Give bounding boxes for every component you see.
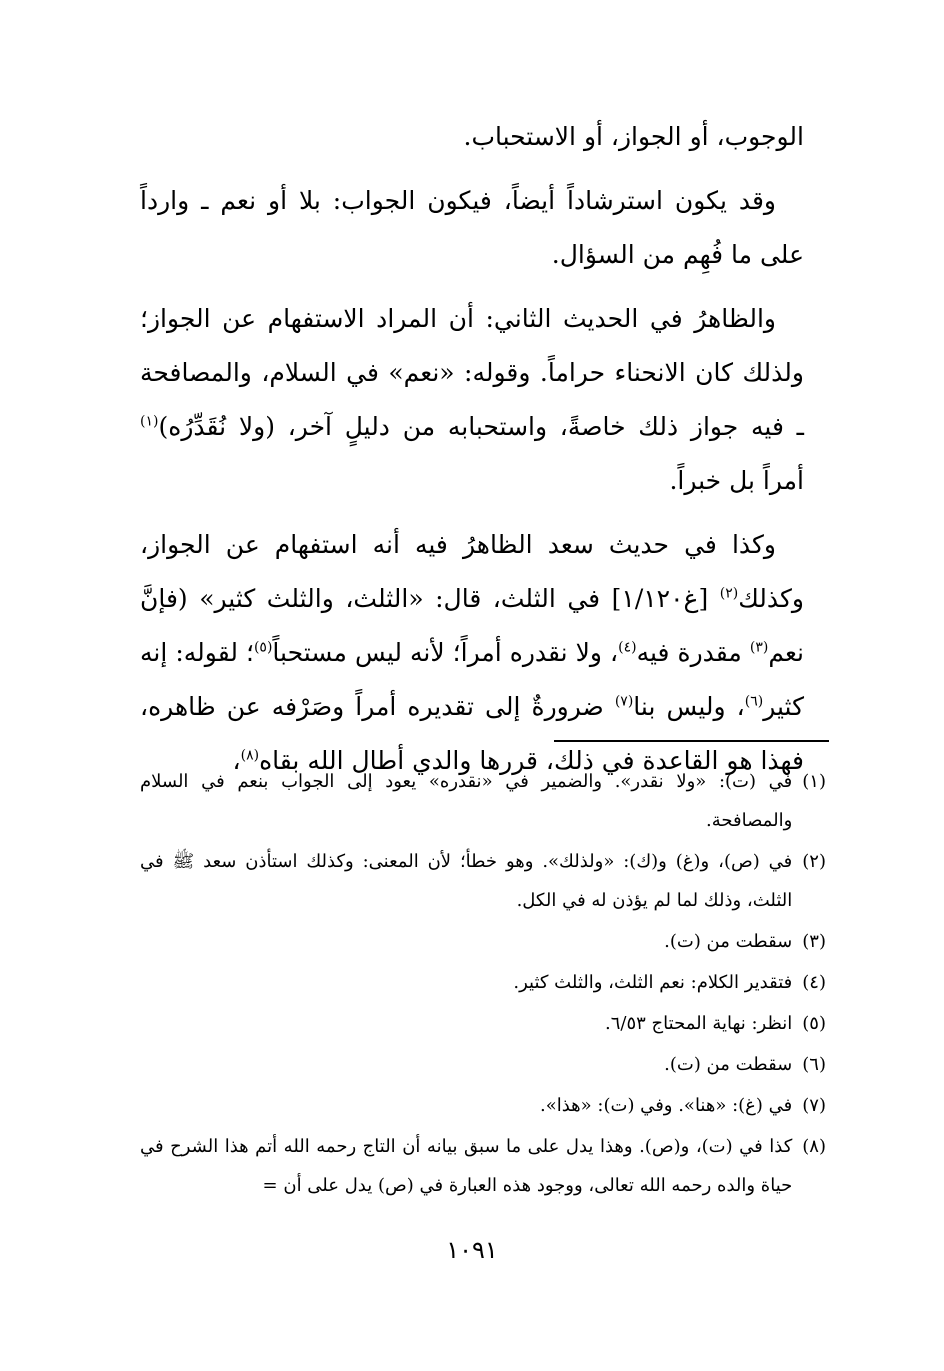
footnote-ref-3[interactable]: (٣) bbox=[749, 639, 769, 656]
footnote-text: انظر: نهاية المحتاج ٦/٥٣. bbox=[605, 1013, 793, 1034]
footnote-text: سقطت من (ت). bbox=[664, 1054, 793, 1075]
footnote-text: في (غ): «هنا». وفي (ت): «هذا». bbox=[540, 1095, 793, 1116]
page-number: ١٠٩١ bbox=[446, 1236, 498, 1264]
footnote-ref-2[interactable]: (٢) bbox=[719, 585, 739, 602]
footnote-number: (٢) bbox=[802, 851, 826, 872]
paragraph-3: والظاهرُ في الحديث الثاني: أن المراد الاستفهام عن الجواز؛ ولذلك كان الانحناء حراماً. وقوله: «نعم» في السلام، والمصافحة ـ فيه جواز ذلك خاصةً، واستحبابه من دليلٍ آخر، (ولا نُقَدِّرُه)$^{(١)}$ أمراً بل خبراً. bbox=[140, 304, 804, 495]
footnote-text: كذا في (ت)، و(ص). وهذا يدل على ما سبق بيانه أن التاج رحمه الله أتم هذا الشرح في حياة والده رحمه الله تعالى، ووجود هذه العبارة في (ص) يدل على أن = bbox=[140, 1136, 793, 1196]
footnote-number: (٣) bbox=[802, 931, 826, 952]
footnote-number: (٨) bbox=[802, 1136, 826, 1157]
footnote-number: (١) bbox=[802, 771, 826, 792]
footnotes bbox=[140, 762, 826, 1207]
footnote-ref-8[interactable]: (٨) bbox=[240, 747, 260, 764]
footnote-text: في (ت): «ولا نقدر». والضمير في «نقدره» يعود إلى الجواب بنعم في السلام والمصافحة. bbox=[140, 771, 793, 831]
footnote-number: (٧) bbox=[802, 1095, 826, 1116]
paragraph-2: وقد يكون استرشاداً أيضاً، فيكون الجواب: بلا أو نعم ـ وارداً على ما فُهِم من السؤال. bbox=[140, 186, 804, 269]
footnote-ref-5[interactable]: (٥) bbox=[253, 639, 273, 656]
paragraph-4: وكذا في حديث سعد الظاهرُ فيه أنه استفهام عن الجواز، وكذلك$^{(٢)}$ [غ١/١٢٠] في الثلث، قال: «الثلث، والثلث كثير» (فإنَّ نعم$^{(٣)}$ مقدرة فيه$^{(٤)}$، ولا نقدره أمراً؛ لأنه ليس مستحباً$^{(٥)}$؛ لقوله: إنه كثير$^{(٦)}$، وليس بنا$^{(٧)}$ ضرورةٌ إلى تقديره أمراً وصَرْفه عن ظاهره، فهذا هو القاعدة في ذلك، قررها والدي أطال الله بقاه$^{(٨)}$، bbox=[140, 530, 804, 775]
footnote-text: في (ص)، و(غ) و(ك): «ولذلك». وهو خطأ؛ لأن المعنى: وكذلك استأذن سعد ﷺ في الثلث، وذلك لما لم يؤذن له في الكل. bbox=[140, 851, 793, 911]
footnote-item bbox=[140, 842, 826, 920]
footnote-ref-4[interactable]: (٤) bbox=[618, 639, 637, 656]
footnote-text: سقطت من (ت). bbox=[664, 931, 793, 952]
footnote-divider bbox=[554, 740, 829, 742]
footnote-item bbox=[140, 1127, 826, 1205]
footnote-item bbox=[140, 1086, 826, 1125]
footnote-text: فتقدير الكلام: نعم الثلث، والثلث كثير. bbox=[513, 972, 793, 993]
footnote-item bbox=[140, 762, 826, 840]
footnote-item bbox=[140, 1045, 826, 1084]
footnote-item bbox=[140, 963, 826, 1002]
footnote-number: (٤) bbox=[802, 972, 826, 993]
footnote-number: (٦) bbox=[802, 1054, 826, 1075]
paragraph-1: الوجوب، أو الجواز، أو الاستحباب. bbox=[463, 122, 804, 151]
footnote-number: (٥) bbox=[802, 1013, 826, 1034]
footnote-item bbox=[140, 922, 826, 961]
main-text bbox=[140, 110, 804, 788]
footnote-item bbox=[140, 1004, 826, 1043]
footnote-ref-1[interactable]: (١) bbox=[140, 413, 159, 430]
footnote-ref-6[interactable]: (٦) bbox=[744, 693, 764, 710]
footnote-ref-7[interactable]: (٧) bbox=[614, 693, 634, 710]
